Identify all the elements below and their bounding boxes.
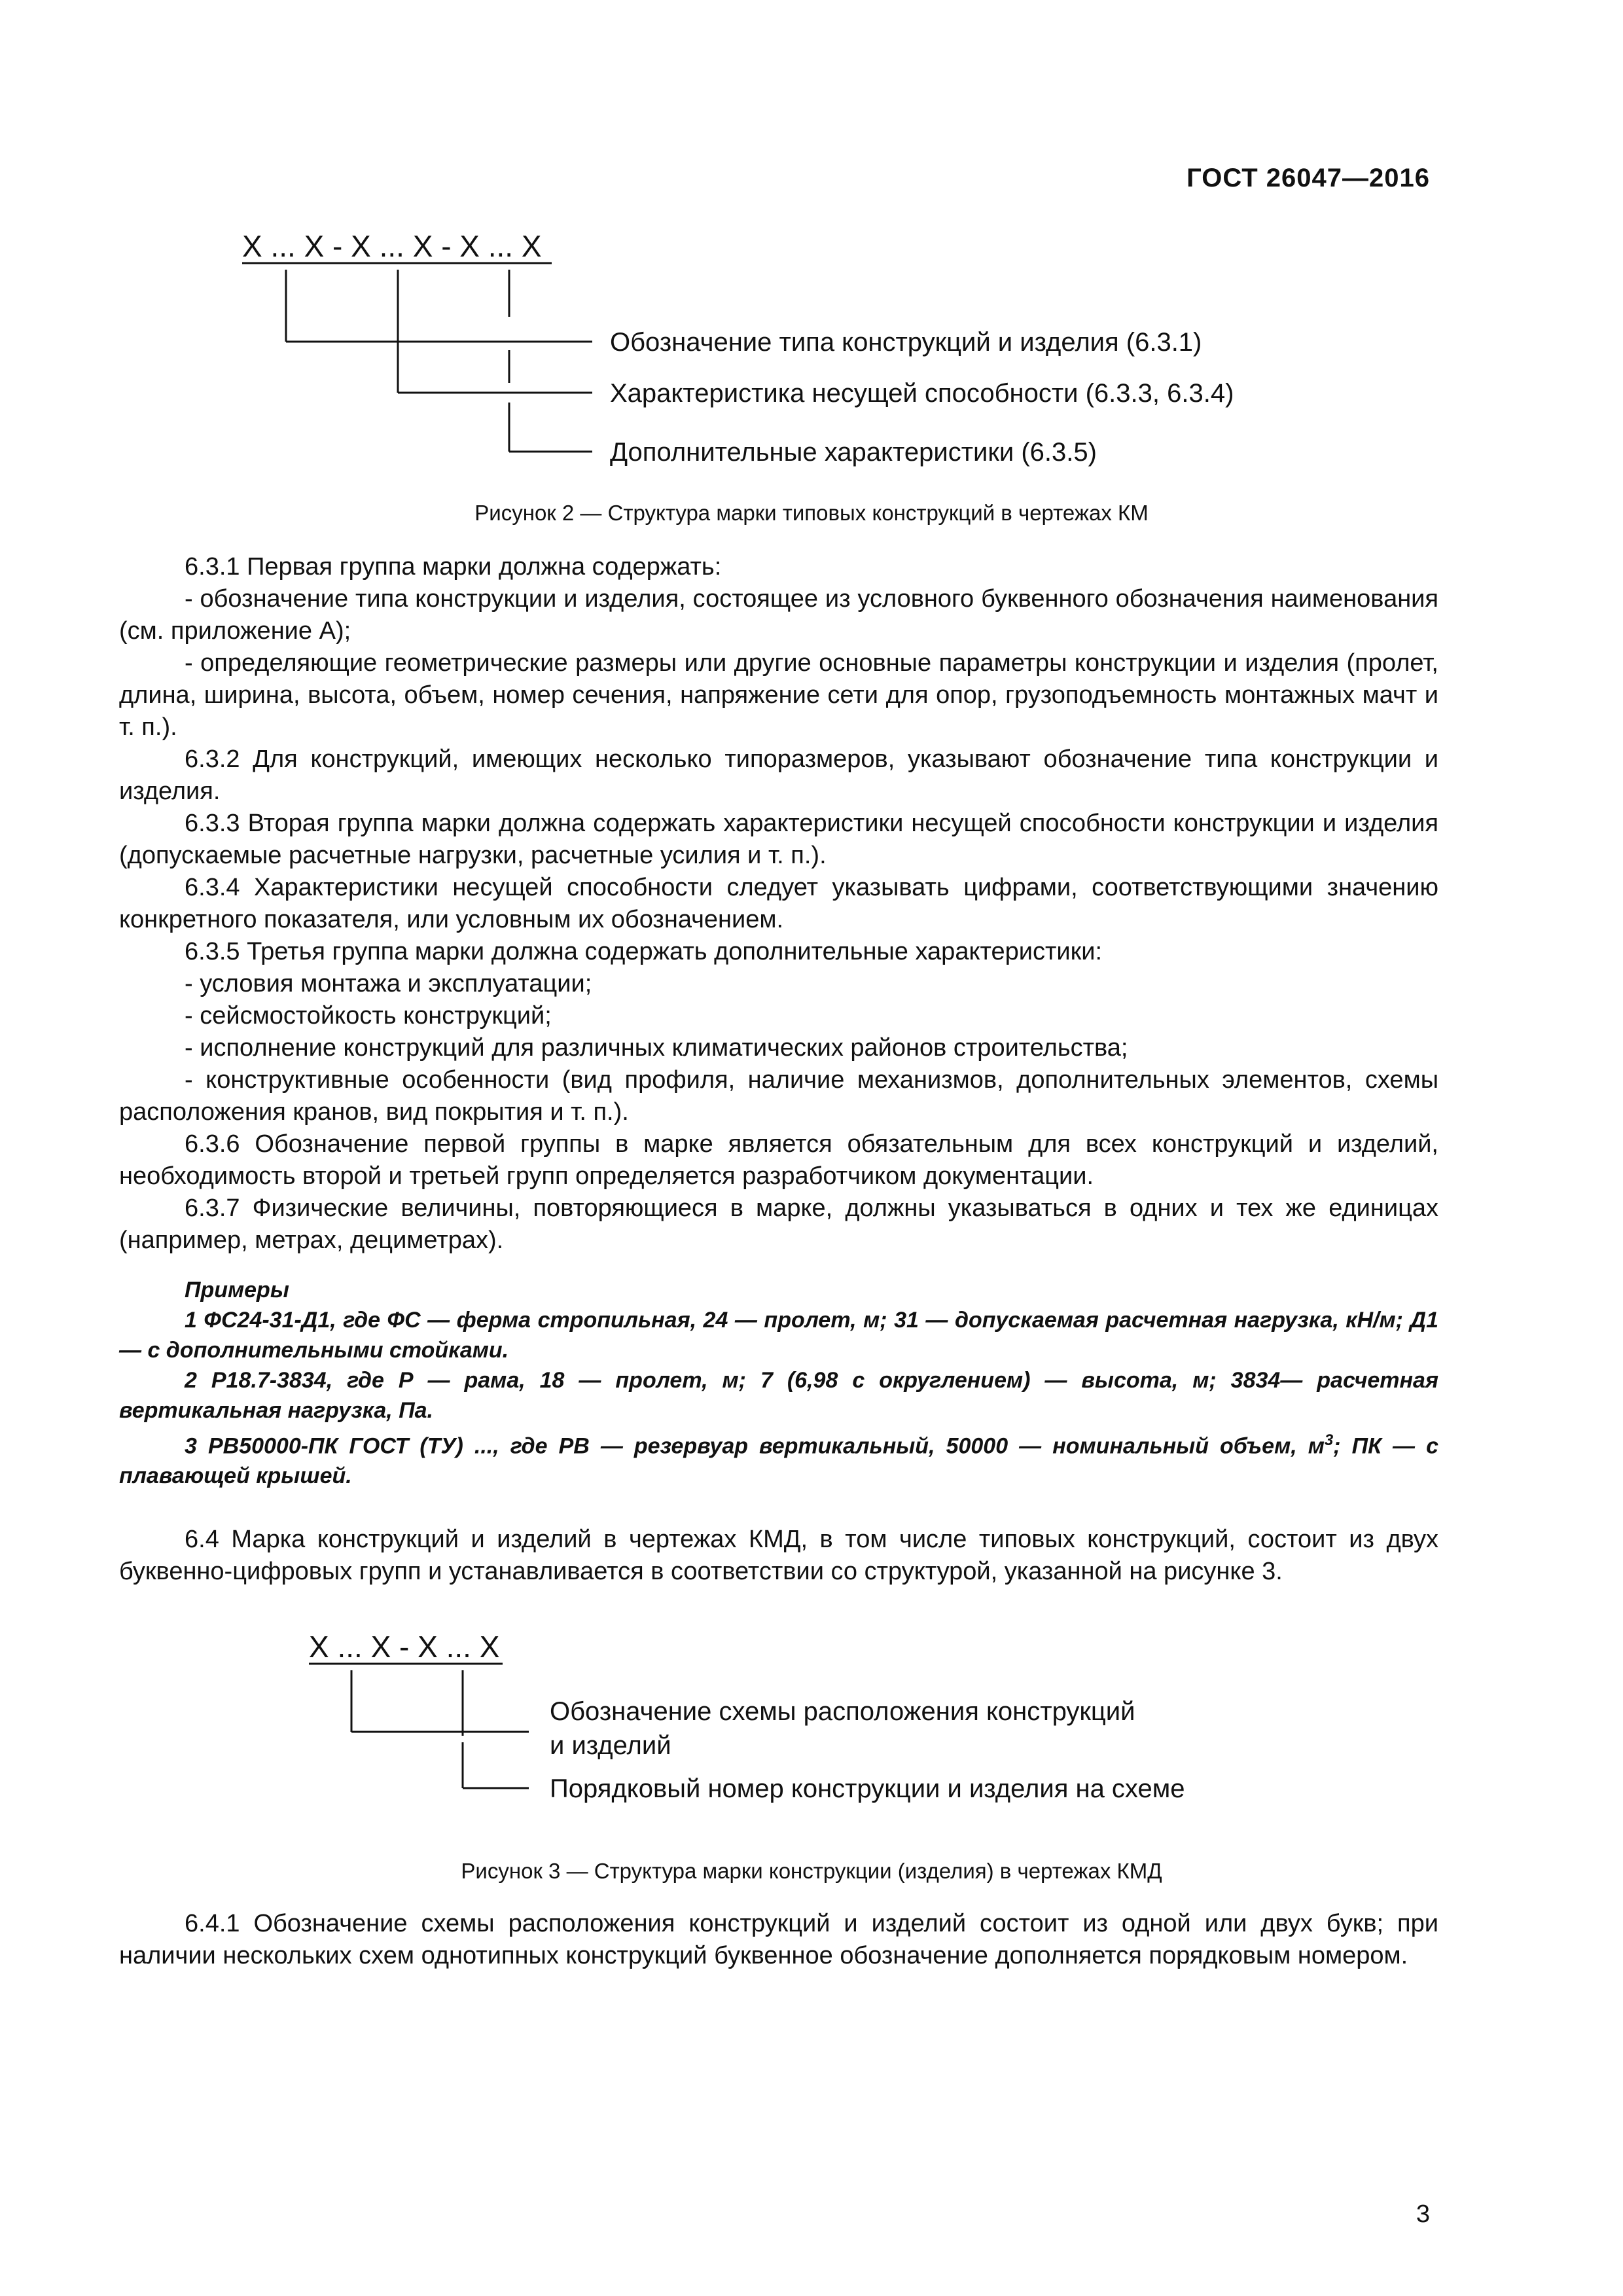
- section-6-4-1: [119, 1908, 1438, 1972]
- figure-3-code: X ... X - X ... X: [309, 1630, 500, 1664]
- paragraph-6-3-4: 6.3.4 Характеристики несущей способности следует указывать цифрами, соответствующими значению конкретного показателя, или условным их обозначением.: [119, 874, 1438, 933]
- section-6-3: [119, 551, 1438, 1257]
- section-6-4: [119, 1524, 1438, 1588]
- figure-2-diagram: [242, 229, 1234, 467]
- paragraph-6-3-6: 6.3.6 Обозначение первой группы в марке является обязательным для всех конструкций и изделий, необходимость второй и третьей групп определяется разработчиком документации.: [119, 1130, 1438, 1190]
- example-3-superscript: 3: [1324, 1431, 1334, 1449]
- figure-2-label-2: Характеристика несущей способности (6.3.3, 6.3.4): [610, 379, 1234, 408]
- figure-3-label-1-line-1: Обозначение схемы расположения конструкций: [550, 1697, 1135, 1726]
- list-item: - исполнение конструкций для различных климатических районов строительства;: [185, 1034, 1128, 1062]
- example-2: 2 Р18.7-3834, где Р — рама, 18 — пролет, м; 7 (6,98 с округлением) — высота, м; 3834— расчетная вертикальная нагрузка, Па.: [119, 1368, 1438, 1423]
- figure-2-label-1: Обозначение типа конструкций и изделия (6.3.1): [610, 328, 1202, 357]
- example-3-tail: ; ПК — с плавающей крышей.: [119, 1433, 1438, 1489]
- paragraph-6-4-1: 6.4.1 Обозначение схемы расположения конструкций и изделий состоит из одной или двух букв; при наличии нескольких схем однотипных конструкций буквенное обозначение дополняется порядковым номером.: [119, 1910, 1438, 1969]
- examples-block: [119, 1275, 1438, 1491]
- paragraph-6-3-5: 6.3.5 Третья группа марки должна содержать дополнительные характеристики:: [185, 938, 1103, 965]
- list-item: - конструктивные особенности (вид профиля, наличие механизмов, дополнительных элементов, схемы расположения кранов, вид покрытия и т. п.).: [119, 1066, 1438, 1126]
- figure-3-label-1-line-2: и изделий: [550, 1731, 671, 1760]
- paragraph-6-3-3: 6.3.3 Вторая группа марки должна содержать характеристики несущей способности конструкции и изделия (допускаемые расчетные нагрузки, расчетные усилия и т. п.).: [119, 810, 1438, 869]
- paragraph-6-3-7: 6.3.7 Физические величины, повторяющиеся в марке, должны указываться в одних и тех же единицах (например, метрах, дециметрах).: [119, 1194, 1438, 1254]
- example-3: [119, 1426, 1438, 1491]
- paragraph-6-4: 6.4 Марка конструкций и изделий в чертежах КМД, в том числе типовых конструкций, состоит из двух буквенно-цифровых групп и устанавливается в соответствии со структурой, указанной на рисунке 3.: [119, 1526, 1438, 1585]
- figure-3-label-2: Порядковый номер конструкции и изделия на схеме: [550, 1774, 1185, 1803]
- figure-2-caption: Рисунок 2 — Структура марки типовых конструкций в чертежах КМ: [474, 501, 1149, 525]
- paragraph-6-3-1: 6.3.1 Первая группа марки должна содержать:: [185, 553, 722, 581]
- list-item: - обозначение типа конструкции и изделия, состоящее из условного буквенного обозначения наименования (см. приложение А);: [119, 585, 1438, 645]
- example-1: 1 ФС24-31-Д1, где ФС — ферма стропильная, 24 — пролет, м; 31 — допускаемая расчетная нагрузка, кН/м; Д1 — с дополнительными стойками.: [119, 1308, 1438, 1363]
- list-item: - определяющие геометрические размеры или другие основные параметры конструкции и изделия (пролет, длина, ширина, высота, объем, номер сечения, напряжение сети для опор, грузоподъемность монтажных мачт и т. п.).: [119, 649, 1438, 741]
- figure-2-code: X ... X - X ... X - X ... X: [242, 229, 542, 263]
- figure-3-diagram: [309, 1630, 1185, 1803]
- page-number: 3: [1416, 2200, 1430, 2228]
- list-item: - сейсмостойкость конструкций;: [185, 1002, 552, 1030]
- examples-title: Примеры: [185, 1278, 289, 1302]
- document-header: ГОСТ 26047—2016: [1186, 164, 1430, 192]
- figure-3-caption: Рисунок 3 — Структура марки конструкции (изделия) в чертежах КМД: [461, 1859, 1162, 1883]
- figure-2-label-3: Дополнительные характеристики (6.3.5): [610, 438, 1097, 467]
- list-item: - условия монтажа и эксплуатации;: [185, 970, 592, 997]
- paragraph-6-3-2: 6.3.2 Для конструкций, имеющих несколько типоразмеров, указывают обозначение типа конструкции и изделия.: [119, 745, 1438, 805]
- example-3-text: 3 РВ50000-ПК ГОСТ (ТУ) ..., где РВ — резервуар вертикальный, 50000 — номинальный объем, м: [185, 1433, 1325, 1459]
